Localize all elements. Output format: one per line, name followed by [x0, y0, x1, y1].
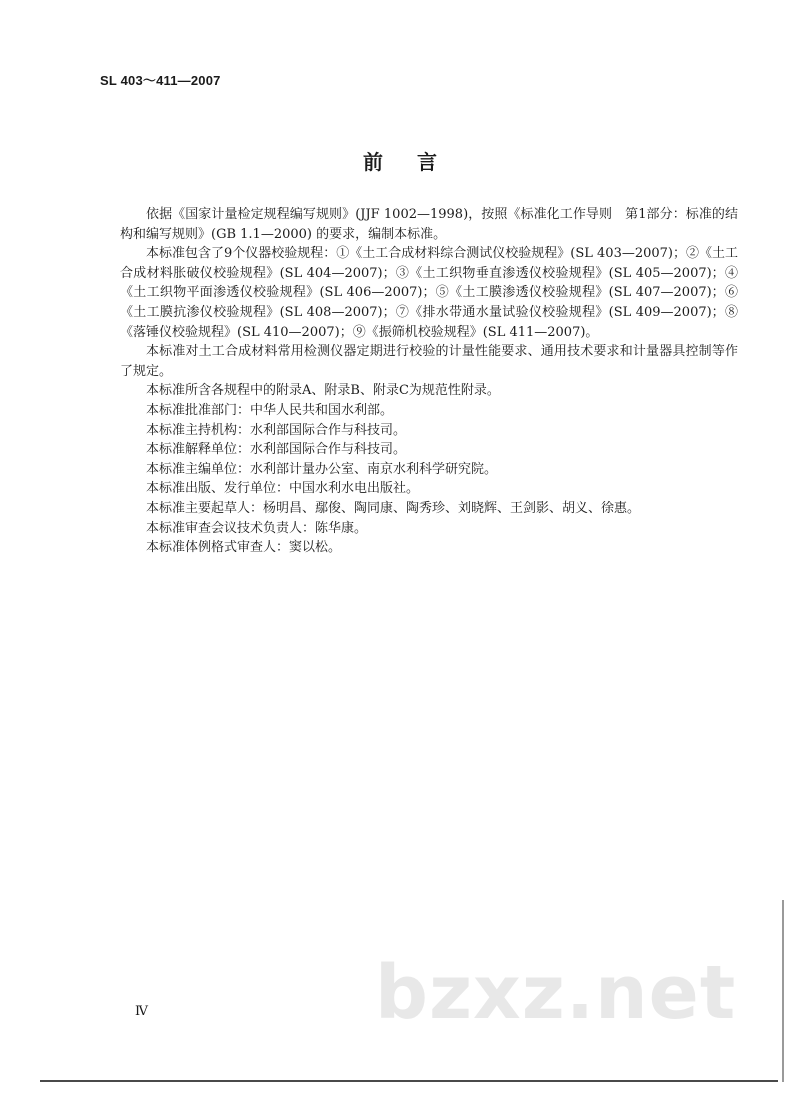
page-number: Ⅳ — [135, 1004, 148, 1019]
paragraph-appendix: 本标准所含各规程中的附录A、附录B、附录C为规范性附录。 — [146, 383, 500, 399]
title-char-1: 前 — [363, 150, 383, 174]
scan-edge-right — [782, 900, 784, 1082]
standard-code-header: SL 403～411—2007 — [100, 73, 221, 88]
title-char-2: 言 — [417, 150, 437, 174]
paragraph-review-lead: 本标准审查会议技术负责人：陈华康。 — [146, 520, 368, 536]
paragraph-scope: 本标准对土工合成材料常用检测仪器定期进行校验的计量性能要求、通用技术要求和计量器具控制等作了规定。 — [120, 344, 738, 379]
paragraph-format-reviewer: 本标准体例格式审查人：窦以松。 — [146, 540, 342, 556]
paragraph-drafters: 本标准主要起草人：杨明昌、鄢俊、陶同康、陶秀珍、刘晓辉、王剑影、胡义、徐惠。 — [146, 500, 641, 516]
paragraph-editor-unit: 本标准主编单位：水利部计量办公室、南京水利科学研究院。 — [146, 461, 498, 477]
paragraph-basis: 依据《国家计量检定规程编写规则》(JJF 1002—1998)，按照《标准化工作导则 第1部分：标准的结构和编写规则》(GB 1.1—2000) 的要求，编制本标准。 — [120, 207, 738, 242]
paragraph-interpret-unit: 本标准解释单位：水利部国际合作与科技司。 — [146, 442, 407, 458]
paragraph-approval-dept: 本标准批准部门：中华人民共和国水利部。 — [146, 402, 394, 418]
preface-body — [120, 205, 738, 558]
paragraph-contents: 本标准包含了9个仪器校验规程：①《土工合成材料综合测试仪校验规程》(SL 403—2007)；②《土工合成材料胀破仪校验规程》(SL 404—2007)；③《土工织物垂直渗透仪校验规程》(SL 405—2007)；④《土工织物平面渗透仪校验规程》(SL 406—2007)；⑤《土工膜渗透仪校验规程》(SL 407—2007)；⑥《土工膜抗渗仪校验规程》(SL 408—2007)；⑦《排水带通水量试验仪校验规程》(SL 409—2007)；⑧《落锤仪校验规程》(SL 410—2007)；⑨《振筛机校验规程》(SL 411—2007)。 — [120, 246, 738, 340]
watermark: bzxz.net — [375, 950, 737, 1036]
page-title — [0, 146, 800, 175]
paragraph-publisher: 本标准出版、发行单位：中国水利水电出版社。 — [146, 481, 420, 497]
paragraph-host-org: 本标准主持机构：水利部国际合作与科技司。 — [146, 422, 407, 438]
scan-edge-bottom — [40, 1080, 778, 1082]
